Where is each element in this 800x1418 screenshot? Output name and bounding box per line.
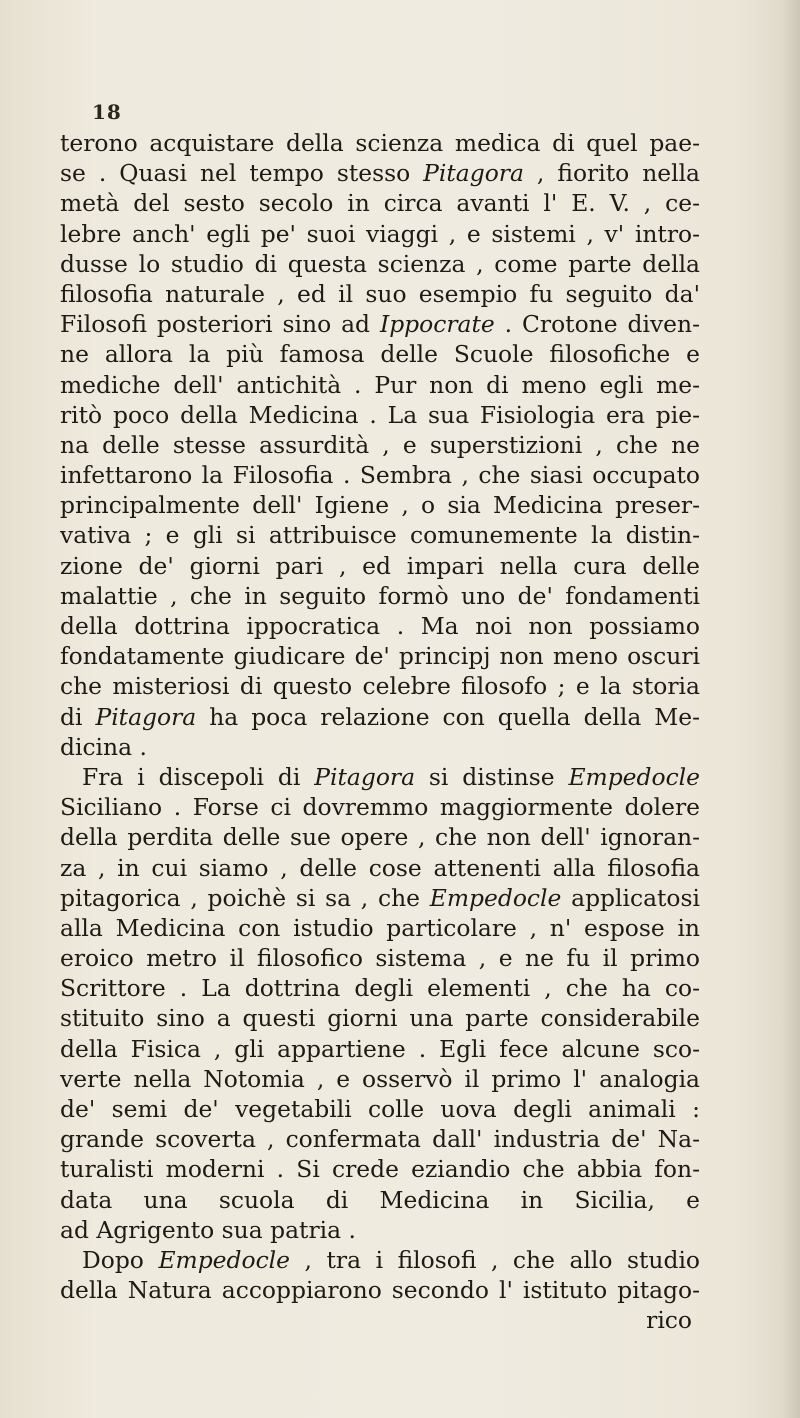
italic-name: Pitagora	[314, 762, 416, 791]
text-line	[60, 370, 700, 400]
text-line	[60, 460, 700, 490]
text-run: fondatamente giudicare de' principj non meno oscuri	[60, 642, 700, 671]
text-run: Scrittore . La dottrina degli elementi , che ha co-	[60, 974, 700, 1003]
text-line	[60, 490, 700, 520]
text-line	[60, 1215, 700, 1245]
text-run: , tra i filosofi , che allo studio	[290, 1245, 700, 1274]
text-line	[60, 1275, 700, 1305]
text-run: della perdita delle sue opere , che non dell' ignoran-	[60, 823, 700, 852]
text-line	[60, 611, 700, 641]
text-run: turalisti moderni . Si crede eziandio che abbia fon-	[60, 1155, 700, 1184]
italic-name: Empedocle	[429, 883, 562, 912]
text-line	[60, 520, 700, 550]
italic-name: Ippocrate	[379, 310, 495, 339]
text-run: applicatosi	[561, 883, 700, 912]
text-line	[60, 219, 700, 249]
text-run: di	[60, 702, 96, 731]
text-run: rico	[646, 1306, 692, 1335]
text-run: della Fisica , gli appartiene . Egli fece alcune sco-	[60, 1034, 700, 1063]
text-run: lebre anch' egli pe' suoi viaggi , e sistemi , v' intro-	[60, 219, 700, 248]
text-run: Siciliano . Forse ci dovremmo maggiormente dolere	[60, 793, 700, 822]
text-line	[60, 913, 700, 943]
text-run: che misteriosi di questo celebre filosofo ; e la storia	[60, 672, 700, 701]
text-line	[60, 1003, 700, 1033]
text-line	[60, 128, 700, 158]
text-run: na delle stesse assurdità , e superstizioni , che ne	[60, 430, 700, 459]
text-run: dicina .	[60, 732, 147, 761]
text-line	[60, 400, 700, 430]
italic-name: Pitagora	[423, 159, 524, 188]
text-line	[60, 249, 700, 279]
body-text	[60, 128, 700, 1336]
text-run: metà del sesto secolo in circa avanti l' E. V. , ce-	[60, 189, 700, 218]
text-run: ad Agrigento sua patria .	[60, 1215, 356, 1244]
page-edge-shadow	[782, 0, 800, 1418]
text-run: malattie , che in seguito formò uno de' fondamenti	[60, 581, 700, 610]
text-run: grande scoverta , confermata dall' industria de' Na-	[60, 1125, 700, 1154]
text-line	[60, 822, 700, 852]
text-run: vativa ; e gli si attribuisce comunemente la distin-	[60, 521, 700, 550]
text-line	[60, 1305, 700, 1335]
text-run: dusse lo studio di questa scienza , come parte della	[60, 249, 700, 278]
italic-name: Empedocle	[158, 1245, 290, 1274]
text-run: ha poca relazione con quella della Me-	[196, 702, 700, 731]
text-line	[60, 551, 700, 581]
text-line	[60, 339, 700, 369]
text-run: della Natura accoppiarono secondo l' istituto pitago-	[60, 1276, 700, 1305]
text-line	[60, 188, 700, 218]
text-line	[60, 883, 700, 913]
text-run: data una scuola di Medicina in Sicilia, e	[60, 1185, 700, 1214]
text-line	[60, 1154, 700, 1184]
text-line	[60, 853, 700, 883]
text-line	[60, 671, 700, 701]
text-line	[60, 762, 700, 792]
text-run: . Crotone diven-	[494, 310, 700, 339]
italic-name: Empedocle	[568, 762, 700, 791]
text-run: ritò poco della Medicina . La sua Fisiologia era pie-	[60, 400, 700, 429]
text-run: della dottrina ippocratica . Ma noi non possiamo	[60, 612, 700, 640]
text-run: si distinse	[415, 762, 569, 791]
text-run: pitagorica , poichè si sa , che	[60, 883, 430, 912]
text-run: Fra i discepoli di	[82, 762, 315, 791]
text-line	[60, 1185, 700, 1215]
text-line	[60, 943, 700, 973]
text-run: infettarono la Filosofia . Sembra , che siasi occupato	[60, 461, 700, 490]
text-run: verte nella Notomia , e osservò il primo l' analogia	[60, 1064, 700, 1093]
text-line	[60, 641, 700, 671]
text-line	[60, 1034, 700, 1064]
text-line	[60, 1064, 700, 1094]
page-number: 18	[92, 100, 122, 124]
text-line	[60, 1124, 700, 1154]
text-line	[60, 279, 700, 309]
text-run: stituito sino a questi giorni una parte considerabile	[60, 1004, 700, 1033]
text-run: alla Medicina con istudio particolare , n' espose in	[60, 913, 700, 942]
text-line	[60, 581, 700, 611]
italic-name: Pitagora	[95, 702, 197, 731]
text-run: se . Quasi nel tempo stesso	[60, 159, 424, 188]
text-run: filosofia naturale , ed il suo esempio fu seguito da'	[60, 279, 700, 308]
text-run: Filosofi posteriori sino ad	[60, 310, 380, 339]
text-line	[60, 1245, 700, 1275]
text-run: zione de' giorni pari , ed impari nella cura delle	[60, 551, 700, 580]
text-run: , fiorito nella	[523, 159, 700, 188]
text-line	[60, 430, 700, 460]
text-line	[60, 702, 700, 732]
text-line	[60, 1094, 700, 1124]
text-line	[60, 158, 700, 188]
text-line	[60, 973, 700, 1003]
text-line	[60, 309, 700, 339]
text-line	[60, 732, 700, 762]
text-run: eroico metro il filosofico sistema , e ne fu il primo	[60, 944, 700, 973]
text-run: ne allora la più famosa delle Scuole filosofiche e	[60, 340, 700, 369]
text-run: za , in cui siamo , delle cose attenenti alla filosofia	[60, 853, 700, 882]
text-run: mediche dell' antichità . Pur non di meno egli me-	[60, 370, 700, 399]
text-run: de' semi de' vegetabili colle uova degli animali :	[60, 1095, 700, 1123]
text-run: principalmente dell' Igiene , o sia Medicina preser-	[60, 491, 700, 520]
text-line	[60, 792, 700, 822]
text-run: Dopo	[82, 1245, 159, 1274]
text-run: terono acquistare della scienza medica di quel pae-	[60, 129, 700, 157]
